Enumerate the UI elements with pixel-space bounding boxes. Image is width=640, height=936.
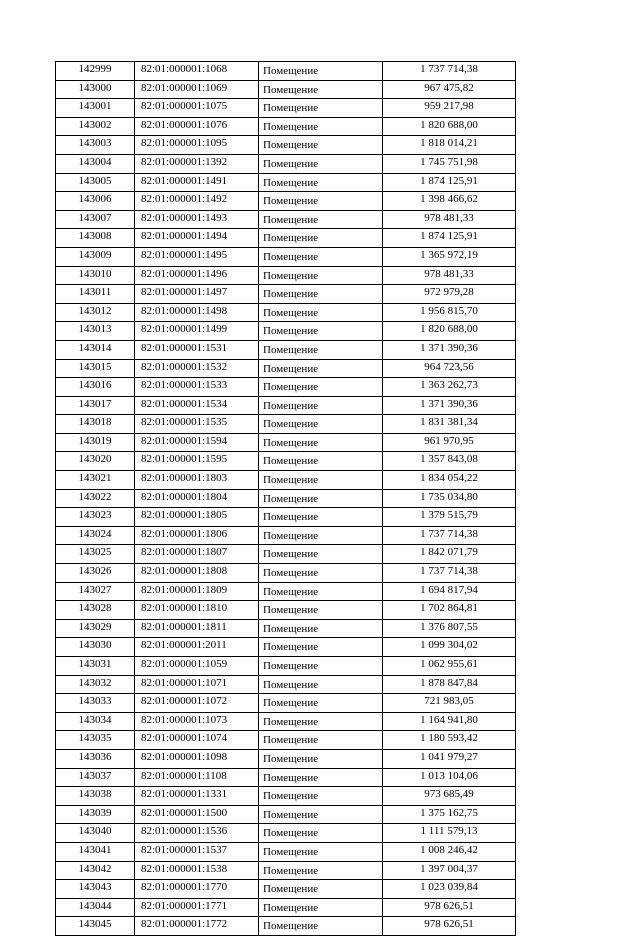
row-number-cell: 143037 [56,768,135,787]
cadastral-number-cell: 82:01:000001:1537 [135,842,259,861]
row-number-cell: 143041 [56,842,135,861]
cadastral-value-cell: 1 702 864,81 [383,601,516,620]
table-row [56,415,516,434]
object-type-cell: Помещение [259,880,383,899]
cadastral-value-cell: 1 737 714,38 [383,564,516,583]
table-row [56,694,516,713]
cadastral-value-cell: 961 970,95 [383,433,516,452]
table-row [56,564,516,583]
cadastral-value-cell: 972 979,28 [383,285,516,304]
cadastral-number-cell: 82:01:000001:1772 [135,917,259,936]
table-row [56,229,516,248]
cadastral-value-cell: 1 818 014,21 [383,136,516,155]
row-number-cell: 143019 [56,433,135,452]
table-row [56,266,516,285]
cadastral-value-cell: 978 626,51 [383,898,516,917]
cadastral-value-cell: 1 878 847,84 [383,675,516,694]
object-type-cell: Помещение [259,805,383,824]
row-number-cell: 143010 [56,266,135,285]
row-number-cell: 143021 [56,471,135,490]
row-number-cell: 143004 [56,154,135,173]
cadastral-number-cell: 82:01:000001:1074 [135,731,259,750]
row-number-cell: 143045 [56,917,135,936]
row-number-cell: 143044 [56,898,135,917]
cadastral-value-cell: 1 737 714,38 [383,526,516,545]
cadastral-value-cell: 1 371 390,36 [383,396,516,415]
cadastral-number-cell: 82:01:000001:1500 [135,805,259,824]
row-number-cell: 143023 [56,508,135,527]
cadastral-value-cell: 978 481,33 [383,210,516,229]
object-type-cell: Помещение [259,80,383,99]
object-type-cell: Помещение [259,638,383,657]
row-number-cell: 143026 [56,564,135,583]
table-row [56,62,516,81]
table-row [56,192,516,211]
object-type-cell: Помещение [259,285,383,304]
cadastral-value-cell: 1 180 593,42 [383,731,516,750]
object-type-cell: Помещение [259,266,383,285]
cadastral-value-cell: 1 363 262,73 [383,378,516,397]
object-type-cell: Помещение [259,489,383,508]
object-type-cell: Помещение [259,322,383,341]
cadastral-number-cell: 82:01:000001:1392 [135,154,259,173]
cadastral-number-cell: 82:01:000001:1068 [135,62,259,81]
property-registry-table [55,61,516,936]
object-type-cell: Помещение [259,768,383,787]
table-row [56,787,516,806]
table-row [56,508,516,527]
cadastral-value-cell: 1 694 817,94 [383,582,516,601]
row-number-cell: 143042 [56,861,135,880]
cadastral-value-cell: 973 685,49 [383,787,516,806]
cadastral-number-cell: 82:01:000001:1069 [135,80,259,99]
row-number-cell: 143028 [56,601,135,620]
row-number-cell: 142999 [56,62,135,81]
row-number-cell: 143022 [56,489,135,508]
table-row [56,117,516,136]
table-row [56,136,516,155]
cadastral-value-cell: 1 376 807,55 [383,619,516,638]
cadastral-number-cell: 82:01:000001:1595 [135,452,259,471]
object-type-cell: Помещение [259,303,383,322]
object-type-cell: Помещение [259,861,383,880]
cadastral-value-cell: 964 723,56 [383,359,516,378]
table-row [56,824,516,843]
row-number-cell: 143016 [56,378,135,397]
row-number-cell: 143032 [56,675,135,694]
cadastral-value-cell: 1 745 751,98 [383,154,516,173]
object-type-cell: Помещение [259,564,383,583]
object-type-cell: Помещение [259,62,383,81]
cadastral-value-cell: 1 013 104,06 [383,768,516,787]
object-type-cell: Помещение [259,526,383,545]
cadastral-number-cell: 82:01:000001:1811 [135,619,259,638]
cadastral-number-cell: 82:01:000001:1594 [135,433,259,452]
row-number-cell: 143020 [56,452,135,471]
object-type-cell: Помещение [259,712,383,731]
table-row [56,805,516,824]
table-row [56,712,516,731]
row-number-cell: 143039 [56,805,135,824]
object-type-cell: Помещение [259,582,383,601]
cadastral-number-cell: 82:01:000001:1497 [135,285,259,304]
cadastral-number-cell: 82:01:000001:1499 [135,322,259,341]
cadastral-number-cell: 82:01:000001:1495 [135,247,259,266]
cadastral-number-cell: 82:01:000001:1771 [135,898,259,917]
object-type-cell: Помещение [259,192,383,211]
cadastral-value-cell: 1 834 054,22 [383,471,516,490]
cadastral-value-cell: 1 820 688,00 [383,117,516,136]
table-row [56,322,516,341]
object-type-cell: Помещение [259,749,383,768]
row-number-cell: 143007 [56,210,135,229]
cadastral-value-cell: 978 626,51 [383,917,516,936]
cadastral-value-cell: 1 956 815,70 [383,303,516,322]
cadastral-number-cell: 82:01:000001:1808 [135,564,259,583]
cadastral-value-cell: 1 398 466,62 [383,192,516,211]
row-number-cell: 143036 [56,749,135,768]
cadastral-number-cell: 82:01:000001:1496 [135,266,259,285]
row-number-cell: 143040 [56,824,135,843]
cadastral-number-cell: 82:01:000001:1073 [135,712,259,731]
row-number-cell: 143018 [56,415,135,434]
table-row [56,452,516,471]
row-number-cell: 143013 [56,322,135,341]
object-type-cell: Помещение [259,396,383,415]
row-number-cell: 143001 [56,99,135,118]
cadastral-value-cell: 1 375 162,75 [383,805,516,824]
object-type-cell: Помещение [259,898,383,917]
cadastral-number-cell: 82:01:000001:1810 [135,601,259,620]
row-number-cell: 143043 [56,880,135,899]
row-number-cell: 143033 [56,694,135,713]
table-row [56,471,516,490]
cadastral-value-cell: 1 379 515,79 [383,508,516,527]
row-number-cell: 143014 [56,340,135,359]
cadastral-number-cell: 82:01:000001:1075 [135,99,259,118]
table-row [56,842,516,861]
cadastral-number-cell: 82:01:000001:1331 [135,787,259,806]
cadastral-number-cell: 82:01:000001:1533 [135,378,259,397]
table-row [56,619,516,638]
cadastral-value-cell: 1 365 972,19 [383,247,516,266]
cadastral-number-cell: 82:01:000001:1493 [135,210,259,229]
object-type-cell: Помещение [259,657,383,676]
cadastral-value-cell: 967 475,82 [383,80,516,99]
cadastral-value-cell: 1 735 034,80 [383,489,516,508]
table-row [56,173,516,192]
object-type-cell: Помещение [259,154,383,173]
cadastral-number-cell: 82:01:000001:1804 [135,489,259,508]
table-row [56,80,516,99]
cadastral-value-cell: 1 111 579,13 [383,824,516,843]
object-type-cell: Помещение [259,842,383,861]
table-row [56,582,516,601]
cadastral-value-cell: 1 874 125,91 [383,229,516,248]
row-number-cell: 143005 [56,173,135,192]
cadastral-number-cell: 82:01:000001:1072 [135,694,259,713]
table-row [56,675,516,694]
cadastral-number-cell: 82:01:000001:1532 [135,359,259,378]
cadastral-value-cell: 959 217,98 [383,99,516,118]
cadastral-value-cell: 1 874 125,91 [383,173,516,192]
row-number-cell: 143002 [56,117,135,136]
object-type-cell: Помещение [259,136,383,155]
cadastral-value-cell: 721 983,05 [383,694,516,713]
row-number-cell: 143024 [56,526,135,545]
row-number-cell: 143030 [56,638,135,657]
object-type-cell: Помещение [259,247,383,266]
cadastral-value-cell: 1 397 004,37 [383,861,516,880]
row-number-cell: 143015 [56,359,135,378]
cadastral-number-cell: 82:01:000001:1076 [135,117,259,136]
object-type-cell: Помещение [259,787,383,806]
object-type-cell: Помещение [259,917,383,936]
table-row [56,898,516,917]
cadastral-value-cell: 1 164 941,80 [383,712,516,731]
cadastral-value-cell: 1 062 955,61 [383,657,516,676]
object-type-cell: Помещение [259,694,383,713]
object-type-cell: Помещение [259,508,383,527]
object-type-cell: Помещение [259,99,383,118]
cadastral-value-cell: 1 099 304,02 [383,638,516,657]
cadastral-number-cell: 82:01:000001:1498 [135,303,259,322]
table-row [56,99,516,118]
object-type-cell: Помещение [259,340,383,359]
row-number-cell: 143006 [56,192,135,211]
table-row [56,303,516,322]
row-number-cell: 143012 [56,303,135,322]
cadastral-number-cell: 82:01:000001:1071 [135,675,259,694]
cadastral-number-cell: 82:01:000001:1492 [135,192,259,211]
object-type-cell: Помещение [259,545,383,564]
object-type-cell: Помещение [259,378,383,397]
cadastral-number-cell: 82:01:000001:1806 [135,526,259,545]
object-type-cell: Помещение [259,359,383,378]
cadastral-number-cell: 82:01:000001:1803 [135,471,259,490]
cadastral-value-cell: 1 008 246,42 [383,842,516,861]
cadastral-number-cell: 82:01:000001:1534 [135,396,259,415]
table-row [56,378,516,397]
row-number-cell: 143000 [56,80,135,99]
table-row [56,657,516,676]
cadastral-number-cell: 82:01:000001:1770 [135,880,259,899]
row-number-cell: 143003 [56,136,135,155]
object-type-cell: Помещение [259,471,383,490]
row-number-cell: 143027 [56,582,135,601]
cadastral-value-cell: 1 371 390,36 [383,340,516,359]
table-row [56,210,516,229]
object-type-cell: Помещение [259,619,383,638]
table-row [56,731,516,750]
cadastral-value-cell: 1 820 688,00 [383,322,516,341]
row-number-cell: 143029 [56,619,135,638]
cadastral-number-cell: 82:01:000001:1491 [135,173,259,192]
cadastral-value-cell: 1 041 979,27 [383,749,516,768]
table-row [56,545,516,564]
row-number-cell: 143034 [56,712,135,731]
cadastral-value-cell: 978 481,33 [383,266,516,285]
cadastral-number-cell: 82:01:000001:1536 [135,824,259,843]
object-type-cell: Помещение [259,229,383,248]
table-row [56,601,516,620]
table-row [56,247,516,266]
table-row [56,396,516,415]
object-type-cell: Помещение [259,675,383,694]
cadastral-number-cell: 82:01:000001:1098 [135,749,259,768]
cadastral-number-cell: 82:01:000001:1538 [135,861,259,880]
cadastral-value-cell: 1 842 071,79 [383,545,516,564]
cadastral-value-cell: 1 737 714,38 [383,62,516,81]
object-type-cell: Помещение [259,824,383,843]
object-type-cell: Помещение [259,210,383,229]
table-row [56,359,516,378]
row-number-cell: 143017 [56,396,135,415]
table-row [56,489,516,508]
table-row [56,861,516,880]
row-number-cell: 143035 [56,731,135,750]
table-row [56,880,516,899]
cadastral-number-cell: 82:01:000001:1531 [135,340,259,359]
cadastral-value-cell: 1 357 843,08 [383,452,516,471]
cadastral-number-cell: 82:01:000001:1108 [135,768,259,787]
object-type-cell: Помещение [259,415,383,434]
row-number-cell: 143038 [56,787,135,806]
cadastral-number-cell: 82:01:000001:1059 [135,657,259,676]
cadastral-value-cell: 1 023 039,84 [383,880,516,899]
object-type-cell: Помещение [259,731,383,750]
cadastral-number-cell: 82:01:000001:1095 [135,136,259,155]
cadastral-number-cell: 82:01:000001:1535 [135,415,259,434]
table-row [56,285,516,304]
row-number-cell: 143009 [56,247,135,266]
row-number-cell: 143008 [56,229,135,248]
table-row [56,638,516,657]
table-row [56,340,516,359]
row-number-cell: 143011 [56,285,135,304]
table-row [56,749,516,768]
object-type-cell: Помещение [259,117,383,136]
cadastral-number-cell: 82:01:000001:1805 [135,508,259,527]
cadastral-number-cell: 82:01:000001:1807 [135,545,259,564]
row-number-cell: 143031 [56,657,135,676]
table-row [56,917,516,936]
object-type-cell: Помещение [259,452,383,471]
table-row [56,768,516,787]
cadastral-value-cell: 1 831 381,34 [383,415,516,434]
table-row [56,154,516,173]
cadastral-number-cell: 82:01:000001:1494 [135,229,259,248]
table-row [56,526,516,545]
row-number-cell: 143025 [56,545,135,564]
registry-table-body [56,62,516,936]
object-type-cell: Помещение [259,433,383,452]
cadastral-number-cell: 82:01:000001:1809 [135,582,259,601]
object-type-cell: Помещение [259,173,383,192]
cadastral-number-cell: 82:01:000001:2011 [135,638,259,657]
table-row [56,433,516,452]
object-type-cell: Помещение [259,601,383,620]
